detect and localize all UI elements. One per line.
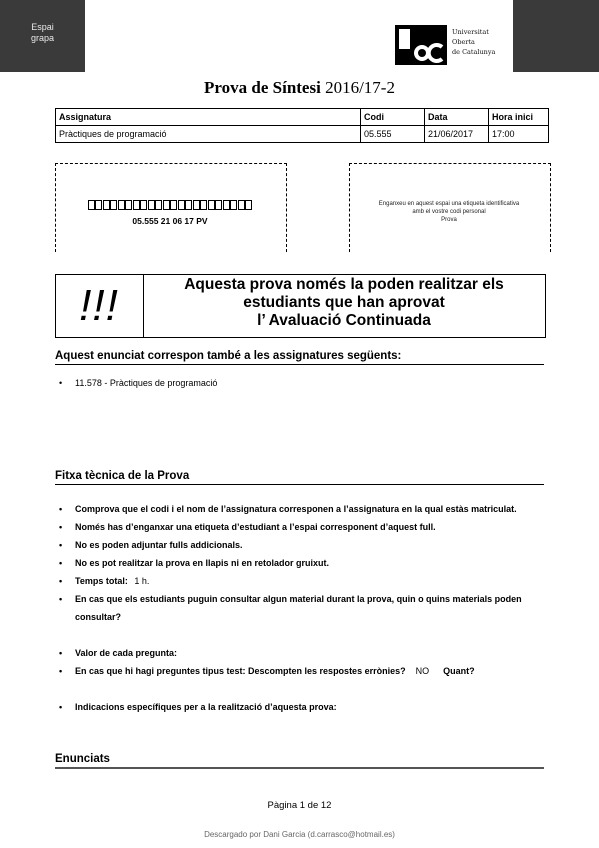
list-item: • En cas que els estudiants puguin consultar algun material durant la prova, quin o quins materials poden consultar? (55, 590, 544, 626)
barcode-glyph (193, 200, 200, 210)
list-item: • 11.578 - Pràctiques de programació (55, 378, 544, 388)
list-item-time (55, 572, 544, 590)
student-label-instructions (349, 200, 549, 224)
enunciats-heading: Enunciats (55, 753, 544, 769)
warning-line2: estudiants que han aprovat (243, 294, 445, 311)
staple-label-line1: Espai (31, 22, 54, 32)
staple-label (0, 22, 85, 44)
barcode-glyph (140, 200, 147, 210)
cell-data: 21/06/2017 (425, 126, 489, 143)
barcode-code: 05.555 21 06 17 PV (132, 216, 208, 226)
fitxa-list (55, 500, 544, 716)
warning-line1: Aquesta prova només la poden realitzar els (184, 276, 504, 293)
barcode-glyph (245, 200, 252, 210)
test-label: En cas que hi hagi preguntes tipus test: Descompten les respostes errònies? (75, 666, 406, 676)
barcode-glyph (185, 200, 192, 210)
barcode-glyphs (80, 200, 260, 212)
logo-line1: Universitat (452, 28, 489, 36)
list-item: • No es pot realitzar la prova en llapis ni en retolador gruixut. (55, 554, 544, 572)
barcode-glyph (155, 200, 162, 210)
cell-assignatura: Pràctiques de programació (56, 126, 361, 143)
barcode-glyph (133, 200, 140, 210)
list-item: • Indicacions específiques per a la realització d’aquesta prova: (55, 698, 544, 716)
label-line3: Prova (441, 217, 457, 223)
staple-label-line2: grapa (30, 33, 55, 43)
label-line2: amb el vostre codi personal (412, 209, 486, 215)
list-item: • Valor de cada pregunta: (55, 644, 544, 662)
time-value: 1 h. (134, 576, 150, 586)
barcode-glyph (200, 200, 207, 210)
barcode-glyph (230, 200, 237, 210)
barcode-glyph (125, 200, 132, 210)
title-bold: Prova de Síntesi (204, 78, 321, 97)
warning-message (144, 276, 544, 330)
barcode-glyph (118, 200, 125, 210)
subjects-heading: Aquest enunciat correspon també a les assignatures següents: (55, 350, 544, 365)
barcode-glyph (103, 200, 110, 210)
time-label: Temps total: (75, 576, 128, 586)
fitxa-heading: Fitxa tècnica de la Prova (55, 470, 544, 485)
test-value: NO (415, 666, 430, 676)
warning-line3: l’ Avaluació Continuada (257, 312, 431, 329)
uoc-logo (395, 25, 507, 67)
barcode-glyph (163, 200, 170, 210)
header-codi: Codi (361, 109, 425, 126)
barcode-glyph (110, 200, 117, 210)
barcode-glyph (95, 200, 102, 210)
list-item: • Comprova que el codi i el nom de l’assignatura corresponen a l’assignatura en la qual estàs matriculat. (55, 500, 544, 518)
barcode-glyph (170, 200, 177, 210)
table-row (56, 126, 549, 143)
header-data: Data (425, 109, 489, 126)
list-item: • No es poden adjuntar fulls addicionals. (55, 536, 544, 554)
subjects-list (55, 378, 544, 388)
barcode-glyph (148, 200, 155, 210)
list-item: • Només has d’enganxar una etiqueta d’estudiant a l’espai corresponent d’aquest full. (55, 518, 544, 536)
list-item-test (55, 662, 544, 680)
uoc-logo-text (452, 27, 508, 57)
title-year: 2016/17-2 (320, 78, 395, 97)
logo-line3: de Catalunya (452, 48, 496, 56)
table-header-row (56, 109, 549, 126)
test-quant: Quant? (443, 666, 475, 676)
page-number: Pàgina 1 de 12 (267, 800, 332, 811)
header-hora: Hora inici (489, 109, 549, 126)
barcode-glyph (223, 200, 230, 210)
cell-hora: 17:00 (489, 126, 549, 143)
spacer (55, 626, 544, 644)
cell-codi: 05.555 (361, 126, 425, 143)
exclamation-icon: !!! (79, 281, 119, 330)
spacer (55, 680, 544, 698)
barcode-glyph (208, 200, 215, 210)
uoc-logo-mark (395, 25, 447, 65)
barcode-glyph (238, 200, 245, 210)
label-line1: Enganxeu en aquest espai una etiqueta identificativa (378, 201, 520, 207)
barcode-glyph (215, 200, 222, 210)
header-assignatura: Assignatura (56, 109, 361, 126)
barcode-glyph (88, 200, 95, 210)
barcode-glyph (178, 200, 185, 210)
header-corner-right (513, 0, 599, 72)
page-title (0, 78, 599, 98)
exam-info-table (55, 108, 549, 143)
logo-line2: Oberta (452, 38, 475, 46)
download-note: Descargado por Dani Garcia (d.carrasco@hotmail.es) (204, 830, 395, 839)
